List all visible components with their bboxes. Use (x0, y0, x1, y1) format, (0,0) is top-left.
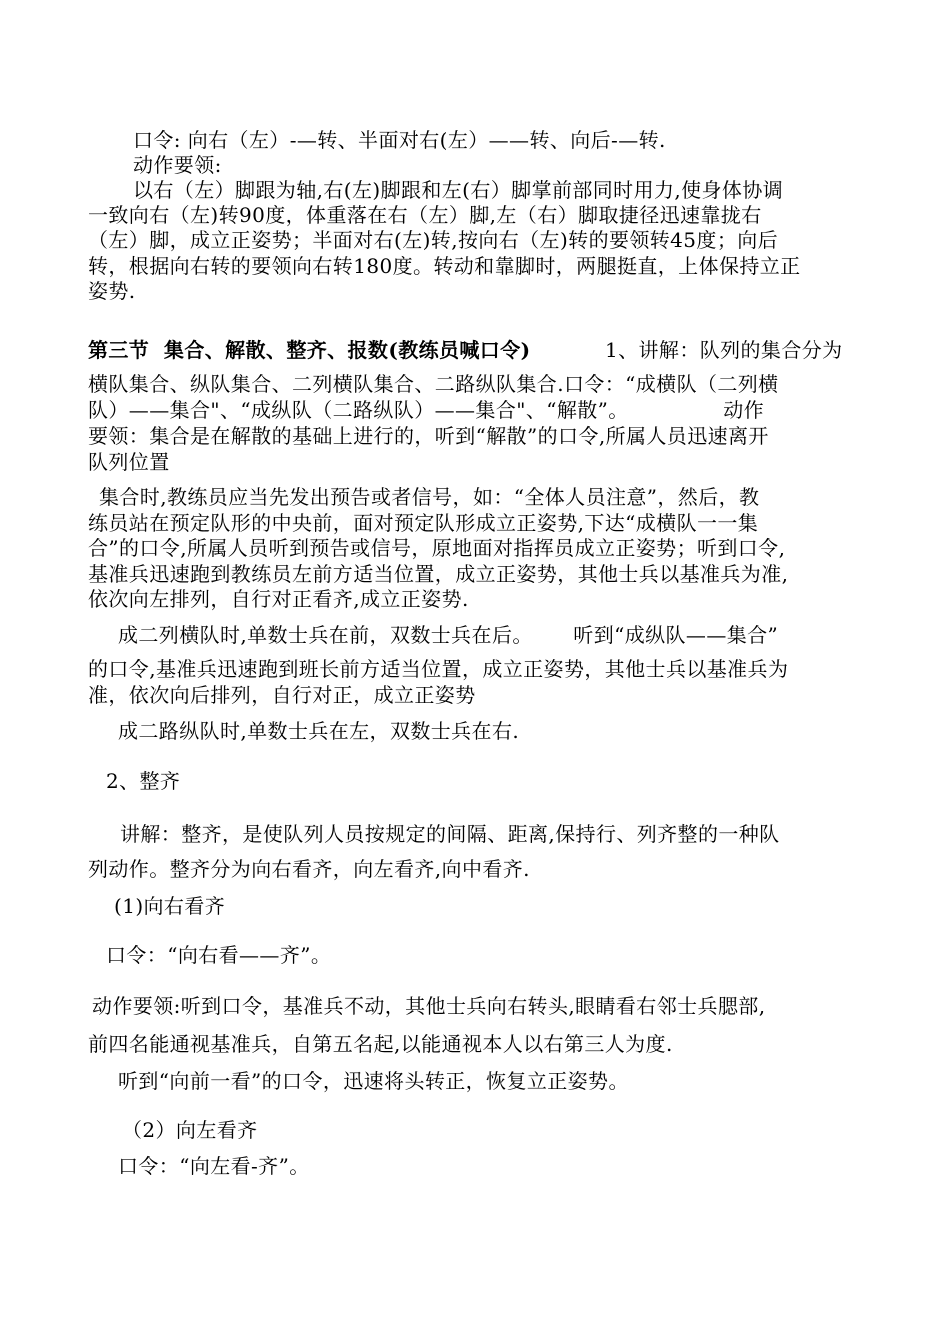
text-line: 依次向左排列，自行对正看齐,成立正姿势. (88, 587, 469, 611)
text-line: 动作要领:听到口令，基准兵不动，其他士兵向右转头,眼睛看右邻士兵腮部, (92, 994, 766, 1018)
text-line: 一致向右（左)转90度，体重落在右（左）脚,左（右）脚取捷径迅速靠拢右 (88, 203, 762, 227)
text-line: 动作要领: (133, 153, 222, 177)
text-line: 口令：“向左看-齐”。 (118, 1154, 310, 1178)
text-line: 练员站在预定队形的中央前，面对预定队形成立正姿势,下达“成横队一一集 (88, 511, 759, 535)
text-line: 前四名能通视基准兵，自第五名起,以能通视本人以右第三人为度. (88, 1032, 673, 1056)
text-line: 基准兵迅速跑到教练员左前方适当位置，成立正姿势，其他士兵以基准兵为准, (88, 562, 789, 586)
text-line: 成二路纵队时,单数士兵在左，双数士兵在右. (118, 719, 520, 743)
text-line: （2）向左看齐 (122, 1118, 258, 1142)
text-line: 要领：集合是在解散的基础上进行的，听到“解散”的口令,所属人员迅速离开 (88, 424, 769, 448)
text-line: 转，根据向右转的要领向右转180度。转动和靠脚时，两腿挺直，上体保持立正 (88, 254, 801, 278)
text-line: 横队集合、纵队集合、二列横队集合、二路纵队集合.口令：“成横队（二列横 (88, 372, 779, 396)
text-line: 合”的口令,所属人员听到预告或信号，原地面对指挥员成立正姿势；听到口令, (88, 536, 786, 560)
text-line: 成二列横队时,单数士兵在前，双数士兵在后。 听到“成纵队——集合” (118, 623, 779, 647)
text-line: 姿势. (88, 279, 136, 303)
section-heading: 第三节 集合、解散、整齐、报数(教练员喊口令) (88, 338, 531, 362)
text-line: 集合时,教练员应当先发出预告或者信号，如：“全体人员注意”，然后，教 (99, 485, 760, 509)
text-line: 列动作。整齐分为向右看齐，向左看齐,向中看齐. (88, 857, 530, 881)
text-line: （左）脚，成立正姿势；半面对右(左)转,按向右（左)转的要领转45度；向后 (88, 228, 779, 252)
text-line: 以右（左）脚跟为轴,右(左)脚跟和左(右）脚掌前部同时用力,使身体协调 (133, 178, 784, 202)
text-line: 口令: 向右（左）-—转、半面对右(左）——转、向后-—转. (133, 128, 666, 152)
text-line: (1)向右看齐 (114, 894, 226, 918)
text-line: 1、讲解：队列的集合分为 (605, 338, 843, 362)
text-line: 听到“向前一看”的口令，迅速将头转正，恢复立正姿势。 (118, 1069, 629, 1093)
text-line: 的口令,基准兵迅速跑到班长前方适当位置，成立正姿势，其他士兵以基准兵为 (88, 657, 789, 681)
text-line: 队）——集合"、“成纵队（二路纵队）——集合"、“解散”。 动作 (88, 398, 765, 422)
text-line: 队列位置 (88, 450, 170, 474)
text-line: 2、整齐 (106, 769, 181, 793)
text-line: 口令：“向右看——齐”。 (106, 943, 332, 967)
text-line: 准，依次向后排列，自行对正，成立正姿势 (88, 683, 476, 707)
text-line: 讲解：整齐，是使队列人员按规定的间隔、距离,保持行、列齐整的一种队 (120, 822, 780, 846)
